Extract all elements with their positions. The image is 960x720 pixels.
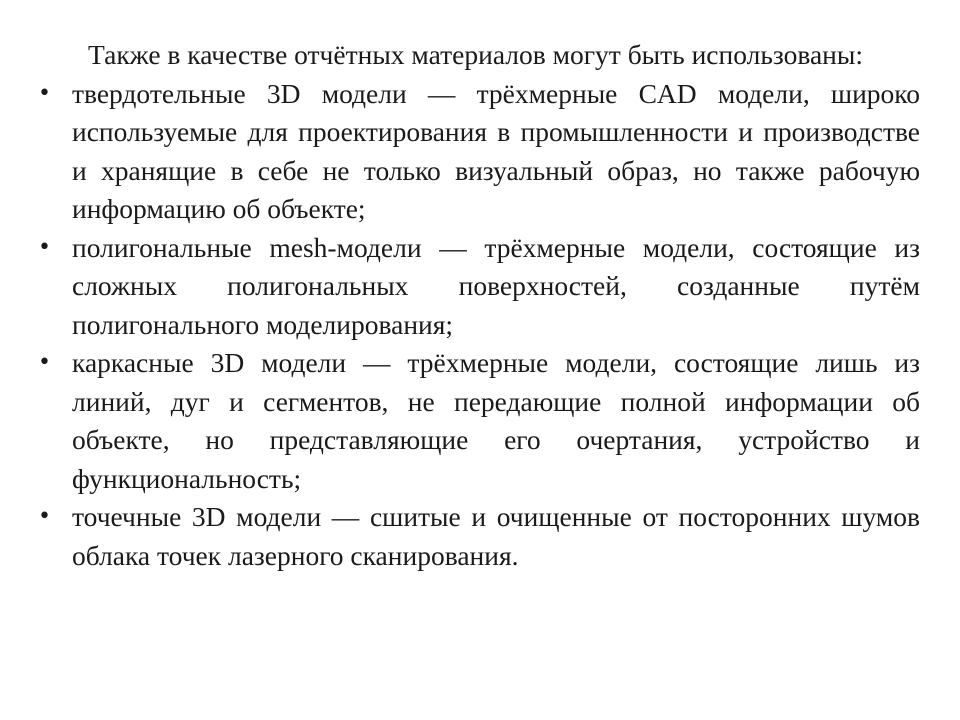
list-item-wireframe-models	[38, 344, 920, 498]
list-item-text: каркасные 3D модели — трёхмерные модели, состоящие лишь из линий, дуг и сегментов, не передающие полной информации об объекте, но представляющие его очертания, устройство и функциональность;	[72, 347, 920, 494]
list-item-text: полигональные mesh-модели — трёхмерные модели, состоящие из сложных полигональных поверхностей, созданные путём полигонального моделирования;	[72, 231, 920, 340]
bullet-icon: •	[38, 234, 51, 260]
slide-content	[38, 36, 920, 575]
bullet-icon: •	[38, 504, 51, 529]
list-item-mesh-models	[38, 229, 920, 345]
list-item-point-models	[38, 498, 920, 575]
list-item-text: точечные 3D модели — сшитые и очищенные от посторонних шумов облака точек лазерного сканирования.	[72, 501, 920, 571]
list-item-text: твердотельные 3D модели — трёхмерные CAD модели, широко используемые для проектирования в промышленности и производстве и хранящие в себе не только визуальный образ, но также рабочую информацию об объекте;	[72, 77, 920, 224]
model-types-list	[38, 75, 920, 576]
list-item-solid-models	[38, 75, 920, 229]
intro-paragraph: Также в качестве отчётных материалов могут быть использованы:	[88, 39, 863, 70]
bullet-icon: •	[38, 350, 51, 375]
bullet-icon: •	[38, 80, 51, 106]
